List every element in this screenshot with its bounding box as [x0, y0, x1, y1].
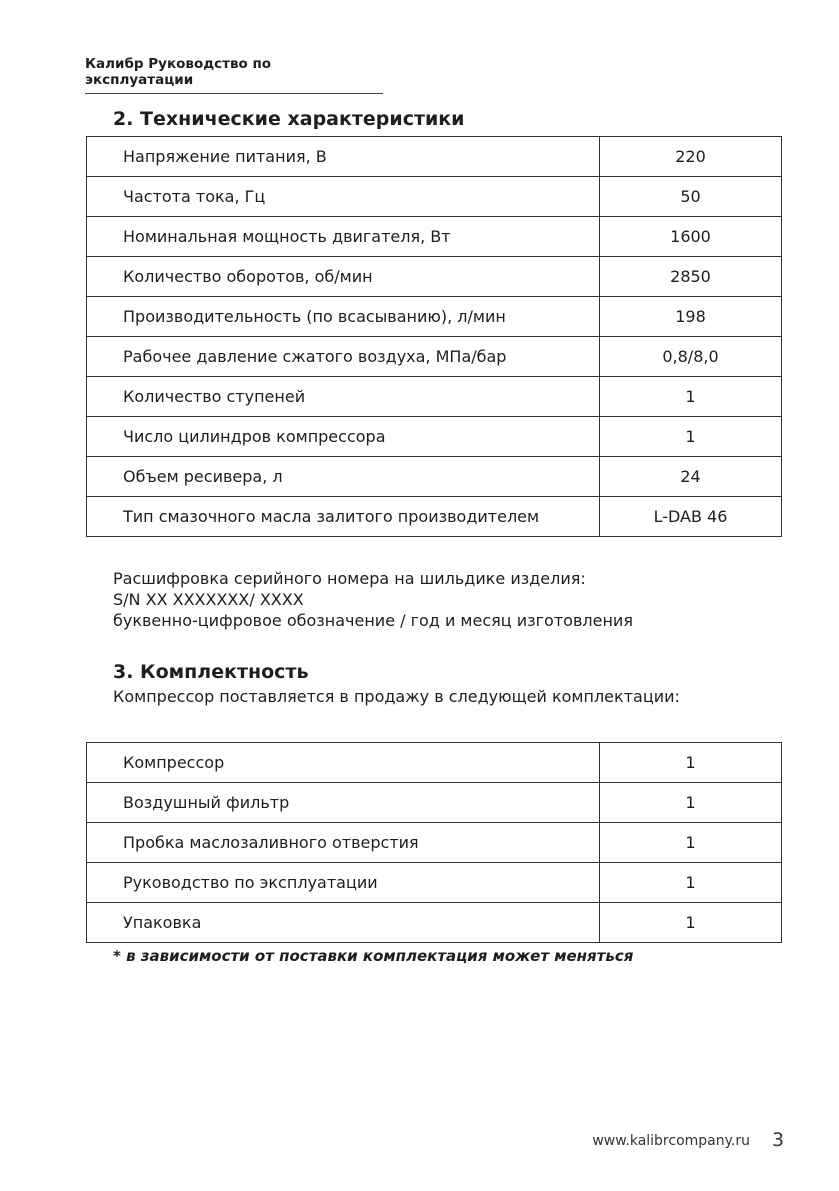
footer-url: www.kalibrcompany.ru — [592, 1133, 750, 1149]
spec-name: Тип смазочного масла залитого производителем — [87, 497, 600, 537]
serial-info-line: S/N XX XXXXXXX/ XXXX — [113, 590, 304, 609]
serial-info-line: Расшифровка серийного номера на шильдике изделия: — [113, 569, 586, 588]
spec-value: 24 — [600, 457, 782, 497]
table-row — [87, 297, 782, 337]
spec-name: Производительность (по всасыванию), л/мин — [87, 297, 600, 337]
table-row — [87, 863, 782, 903]
spec-value: 2850 — [600, 257, 782, 297]
spec-name: Номинальная мощность двигателя, Вт — [87, 217, 600, 257]
kit-item-qty: 1 — [600, 823, 782, 863]
spec-name: Рабочее давление сжатого воздуха, МПа/бар — [87, 337, 600, 377]
table-row — [87, 337, 782, 377]
specs-table — [86, 136, 782, 537]
spec-name: Количество ступеней — [87, 377, 600, 417]
table-row — [87, 783, 782, 823]
kit-table — [86, 742, 782, 943]
table-row — [87, 217, 782, 257]
kit-item-name: Руководство по эксплуатации — [87, 863, 600, 903]
table-row — [87, 497, 782, 537]
spec-value: 198 — [600, 297, 782, 337]
kit-item-qty: 1 — [600, 743, 782, 783]
spec-value: 220 — [600, 137, 782, 177]
kit-item-qty: 1 — [600, 863, 782, 903]
spec-value: 0,8/8,0 — [600, 337, 782, 377]
serial-info — [113, 568, 633, 631]
spec-value: L-DAB 46 — [600, 497, 782, 537]
spec-name: Число цилиндров компрессора — [87, 417, 600, 457]
spec-name: Количество оборотов, об/мин — [87, 257, 600, 297]
spec-value: 1 — [600, 417, 782, 457]
spec-value: 50 — [600, 177, 782, 217]
page-number: 3 — [772, 1129, 785, 1151]
table-row — [87, 903, 782, 943]
document-header: Калибр Руководство по эксплуатации — [85, 56, 383, 94]
kit-item-name: Компрессор — [87, 743, 600, 783]
table-row — [87, 823, 782, 863]
kit-item-qty: 1 — [600, 783, 782, 823]
table-row — [87, 177, 782, 217]
kit-note: * в зависимости от поставки комплектация может меняться — [113, 947, 634, 965]
table-row — [87, 257, 782, 297]
serial-info-line: буквенно-цифровое обозначение / год и месяц изготовления — [113, 611, 633, 630]
spec-name: Объем ресивера, л — [87, 457, 600, 497]
kit-item-name: Пробка маслозаливного отверстия — [87, 823, 600, 863]
table-row — [87, 743, 782, 783]
spec-value: 1600 — [600, 217, 782, 257]
spec-value: 1 — [600, 377, 782, 417]
kit-intro: Компрессор поставляется в продажу в следующей комплектации: — [113, 687, 680, 706]
table-row — [87, 137, 782, 177]
kit-item-qty: 1 — [600, 903, 782, 943]
specs-section-title: 2. Технические характеристики — [113, 108, 465, 130]
kit-item-name: Упаковка — [87, 903, 600, 943]
spec-name: Напряжение питания, В — [87, 137, 600, 177]
kit-item-name: Воздушный фильтр — [87, 783, 600, 823]
kit-section-title: 3. Комплектность — [113, 661, 309, 683]
table-row — [87, 417, 782, 457]
table-row — [87, 457, 782, 497]
table-row — [87, 377, 782, 417]
spec-name: Частота тока, Гц — [87, 177, 600, 217]
